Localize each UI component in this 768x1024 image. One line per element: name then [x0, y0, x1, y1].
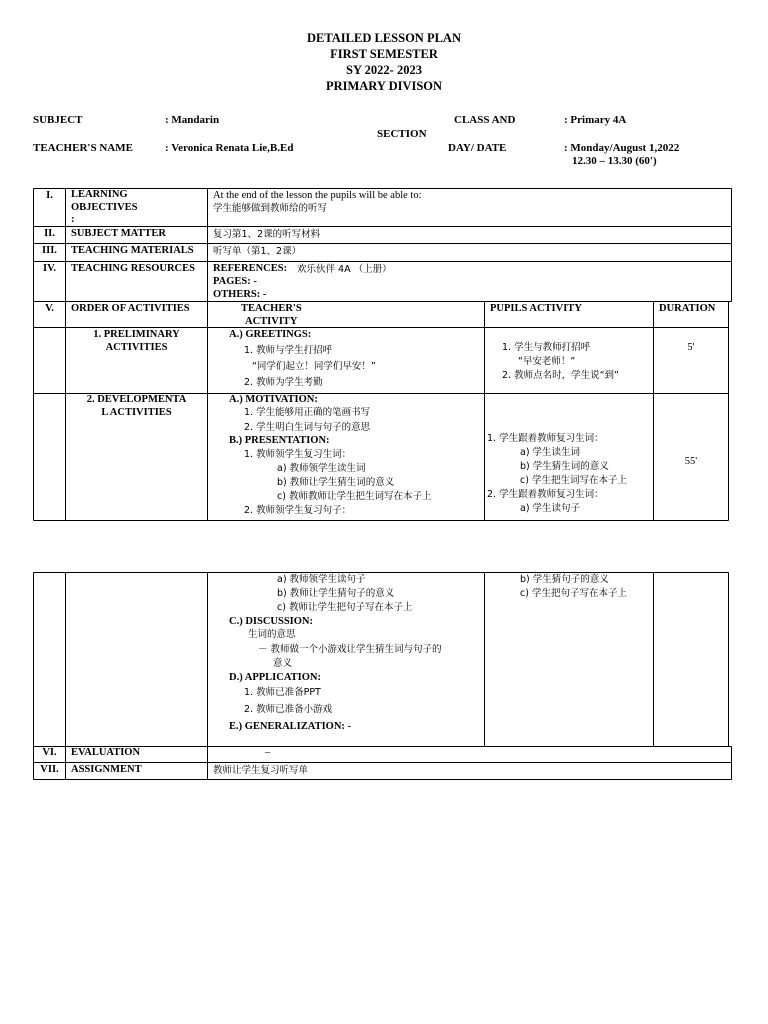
pupil-dev-1b: b) 学生猜生词的意义 [520, 461, 609, 472]
pupil-dev-2c: c) 学生把句子写在本子上 [520, 588, 627, 599]
pupil-dev-2b: b) 学生猜句子的意义 [520, 574, 609, 585]
preliminary-label-2: ACTIVITIES [105, 342, 168, 353]
subject-value: : Mandarin [165, 114, 220, 126]
presentation-2b: b) 教师让学生猜句子的意义 [277, 588, 395, 599]
developmental-label-1: 2. DEVELOPMENTA [86, 394, 187, 405]
developmental-duration: 55' [684, 456, 698, 467]
section-label: SECTION [377, 128, 427, 140]
developmental-label-2: L ACTIVITIES [101, 407, 172, 418]
presentation-2a: a) 教师领学生读句子 [277, 574, 366, 585]
objectives-intro: At the end of the lesson the pupils will be able to: [213, 190, 422, 201]
row-label-4: TEACHING RESOURCES [71, 263, 195, 274]
row-num-3: III. [42, 245, 57, 256]
date-label: DAY/ DATE [448, 142, 507, 154]
class-value: : Primary 4A [564, 114, 627, 126]
doc-school-year: SY 2022- 2023 [346, 63, 422, 77]
presentation-1: 1. 教师领学生复习生词： [244, 449, 352, 460]
greetings-title: A.) GREETINGS: [229, 329, 312, 340]
presentation-1b: b) 教师让学生猜生词的意义 [277, 477, 395, 488]
row-num-6: VI. [42, 747, 57, 758]
doc-division: PRIMARY DIVISON [325, 79, 443, 93]
discussion-2: － 教师做一个小游戏让学生猜生词与句子的 [258, 644, 442, 655]
pupil-dev-1a: a) 学生读生词 [520, 447, 581, 458]
teacher-value: : Veronica Renata Lie,B.Ed [165, 142, 294, 154]
pupil-dev-1: 1. 学生跟着教师复习生词： [487, 433, 604, 444]
date-value: : Monday/August 1,2022 [564, 142, 680, 154]
row-label-1b: OBJECTIVES [71, 202, 138, 213]
motivation-title: A.) MOTIVATION: [229, 394, 318, 405]
row-num-5: V. [45, 303, 54, 314]
presentation-1c: c) 教师教师让学生把生词写在本子上 [277, 491, 432, 502]
preliminary-duration: 5' [687, 342, 695, 353]
class-label: CLASS AND [454, 114, 516, 126]
pupil-dev-1c: c) 学生把生词写在本子上 [520, 475, 627, 486]
row-label-3: TEACHING MATERIALS [71, 245, 194, 256]
greetings-teacher-1b: “同学们起立！同学们早安！” [252, 361, 376, 372]
generalization-title: E.) GENERALIZATION: - [229, 721, 352, 732]
references-label: REFERENCES: [213, 263, 288, 274]
teacher-label: TEACHER'S NAME [33, 142, 133, 154]
discussion-1: 生词的意思 [248, 629, 296, 640]
pupil-dev-2a: a) 学生读句子 [520, 503, 581, 514]
preliminary-label-1: 1. PRELIMINARY [93, 329, 180, 340]
greetings-teacher-2: 2. 教师为学生考勤 [244, 377, 323, 388]
duration-header: DURATION [659, 303, 716, 314]
doc-semester: FIRST SEMESTER [330, 47, 438, 61]
teacher-activity-header-1: TEACHER'S [241, 303, 302, 314]
evaluation-label: EVALUATION [71, 747, 141, 758]
references-value: 欢乐伙伴 4A （上册） [297, 264, 392, 275]
presentation-2c: c) 教师让学生把句子写在本子上 [277, 602, 413, 613]
row-label-1c: : [71, 214, 75, 225]
evaluation-value: – [265, 747, 271, 758]
discussion-2b: 意义 [273, 658, 293, 669]
row-num-7: VII. [40, 764, 59, 775]
greetings-teacher-1: 1. 教师与学生打招呼 [244, 345, 333, 356]
subject-matter: 复习第1、2课的听写材料 [213, 229, 321, 240]
presentation-1a: a) 教师领学生读生词 [277, 463, 366, 474]
row-label-5: ORDER OF ACTIVITIES [71, 303, 190, 314]
teacher-activity-header-2: ACTIVITY [245, 316, 298, 327]
application-1: 1. 教师已准备PPT [244, 687, 321, 698]
greetings-pupil-1b: “早安老师！” [518, 356, 576, 367]
greetings-pupil-1: 1. 学生与教师打招呼 [502, 342, 591, 353]
motivation-1: 1. 学生能够用正确的笔画书写 [244, 407, 371, 418]
pupil-dev-2: 2. 学生跟着教师复习生词： [487, 489, 604, 500]
doc-title: DETAILED LESSON PLAN [307, 31, 461, 45]
motivation-2: 2. 学生明白生词与句子的意思 [244, 422, 371, 433]
others-label: OTHERS: - [213, 289, 267, 300]
pupils-activity-header: PUPILS ACTIVITY [490, 303, 582, 314]
presentation-title: B.) PRESENTATION: [229, 435, 330, 446]
row-label-2: SUBJECT MATTER [71, 228, 167, 239]
application-2: 2. 教师已准备小游戏 [244, 704, 333, 715]
time-value: 12.30 – 13.30 (60') [572, 155, 657, 167]
row-num-2: II. [44, 228, 55, 239]
assignment-label: ASSIGNMENT [71, 764, 142, 775]
subject-label: SUBJECT [33, 114, 83, 126]
teaching-materials: 听写单（第1、2课） [213, 246, 302, 257]
assignment-value: 教师让学生复习听写单 [213, 765, 309, 776]
objectives-text: 学生能够做到教师给的听写 [213, 203, 328, 214]
discussion-title: C.) DISCUSSION: [229, 616, 314, 627]
greetings-pupil-2: 2. 教师点名时，学生说“到” [502, 370, 619, 381]
application-title: D.) APPLICATION: [229, 672, 321, 683]
row-num-1: I. [46, 190, 53, 201]
pages-label: PAGES: - [213, 276, 257, 287]
row-num-4: IV. [43, 263, 56, 274]
presentation-2: 2. 教师领学生复习句子： [244, 505, 352, 516]
row-label-1a: LEARNING [71, 189, 128, 200]
